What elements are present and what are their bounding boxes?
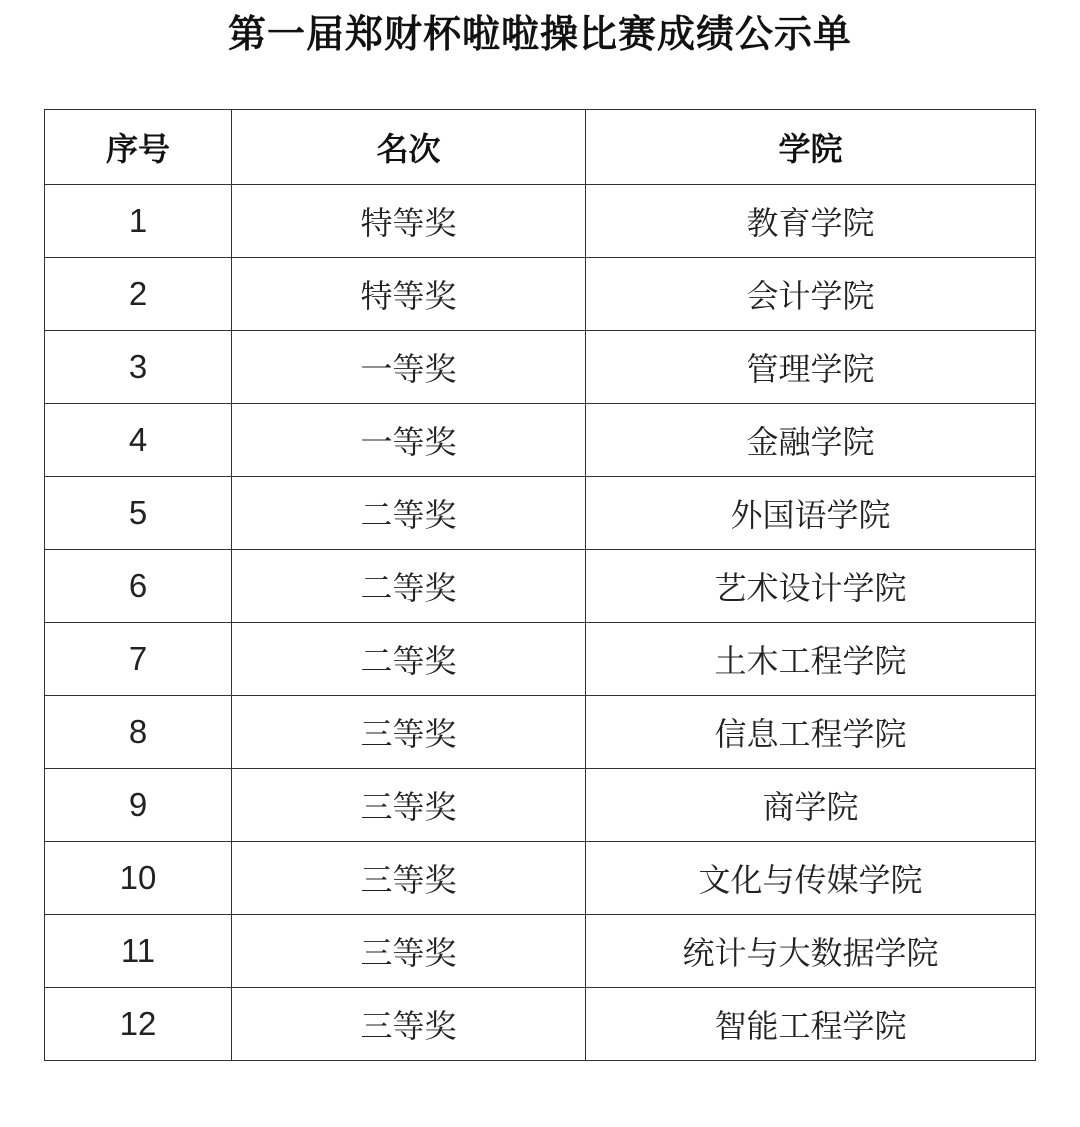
cell-college: 外国语学院: [586, 477, 1036, 550]
cell-college: 管理学院: [586, 331, 1036, 404]
table-row: [45, 696, 1036, 769]
cell-college: 商学院: [586, 769, 1036, 842]
header-index: 序号: [45, 110, 232, 185]
cell-college: 文化与传媒学院: [586, 842, 1036, 915]
cell-college: 教育学院: [586, 185, 1036, 258]
cell-index: 6: [45, 550, 232, 623]
table-header-row: [45, 110, 1036, 185]
cell-college: 艺术设计学院: [586, 550, 1036, 623]
cell-college: 统计与大数据学院: [586, 915, 1036, 988]
cell-index: 12: [45, 988, 232, 1061]
cell-rank: 三等奖: [232, 842, 586, 915]
cell-index: 10: [45, 842, 232, 915]
cell-index: 1: [45, 185, 232, 258]
cell-college: 信息工程学院: [586, 696, 1036, 769]
table-row: [45, 185, 1036, 258]
cell-index: 7: [45, 623, 232, 696]
table-row: [45, 258, 1036, 331]
cell-rank: 三等奖: [232, 988, 586, 1061]
header-rank: 名次: [232, 110, 586, 185]
cell-index: 3: [45, 331, 232, 404]
cell-college: 智能工程学院: [586, 988, 1036, 1061]
document-title: 第一届郑财杯啦啦操比赛成绩公示单: [227, 12, 852, 56]
table-row: [45, 915, 1036, 988]
cell-rank: 二等奖: [232, 550, 586, 623]
table-row: [45, 331, 1036, 404]
cell-index: 9: [45, 769, 232, 842]
cell-college: 土木工程学院: [586, 623, 1036, 696]
cell-rank: 三等奖: [232, 696, 586, 769]
cell-college: 金融学院: [586, 404, 1036, 477]
cell-rank: 一等奖: [232, 331, 586, 404]
table-row: [45, 404, 1036, 477]
cell-index: 11: [45, 915, 232, 988]
cell-rank: 三等奖: [232, 915, 586, 988]
table-row: [45, 769, 1036, 842]
table-row: [45, 842, 1036, 915]
cell-index: 5: [45, 477, 232, 550]
table-row: [45, 623, 1036, 696]
results-table: [44, 109, 1036, 1061]
cell-rank: 特等奖: [232, 185, 586, 258]
table-row: [45, 477, 1036, 550]
table-row: [45, 988, 1036, 1061]
cell-rank: 二等奖: [232, 477, 586, 550]
table-row: [45, 550, 1036, 623]
cell-rank: 一等奖: [232, 404, 586, 477]
cell-college: 会计学院: [586, 258, 1036, 331]
cell-index: 2: [45, 258, 232, 331]
cell-index: 4: [45, 404, 232, 477]
cell-rank: 二等奖: [232, 623, 586, 696]
cell-rank: 特等奖: [232, 258, 586, 331]
cell-rank: 三等奖: [232, 769, 586, 842]
cell-index: 8: [45, 696, 232, 769]
header-college: 学院: [586, 110, 1036, 185]
